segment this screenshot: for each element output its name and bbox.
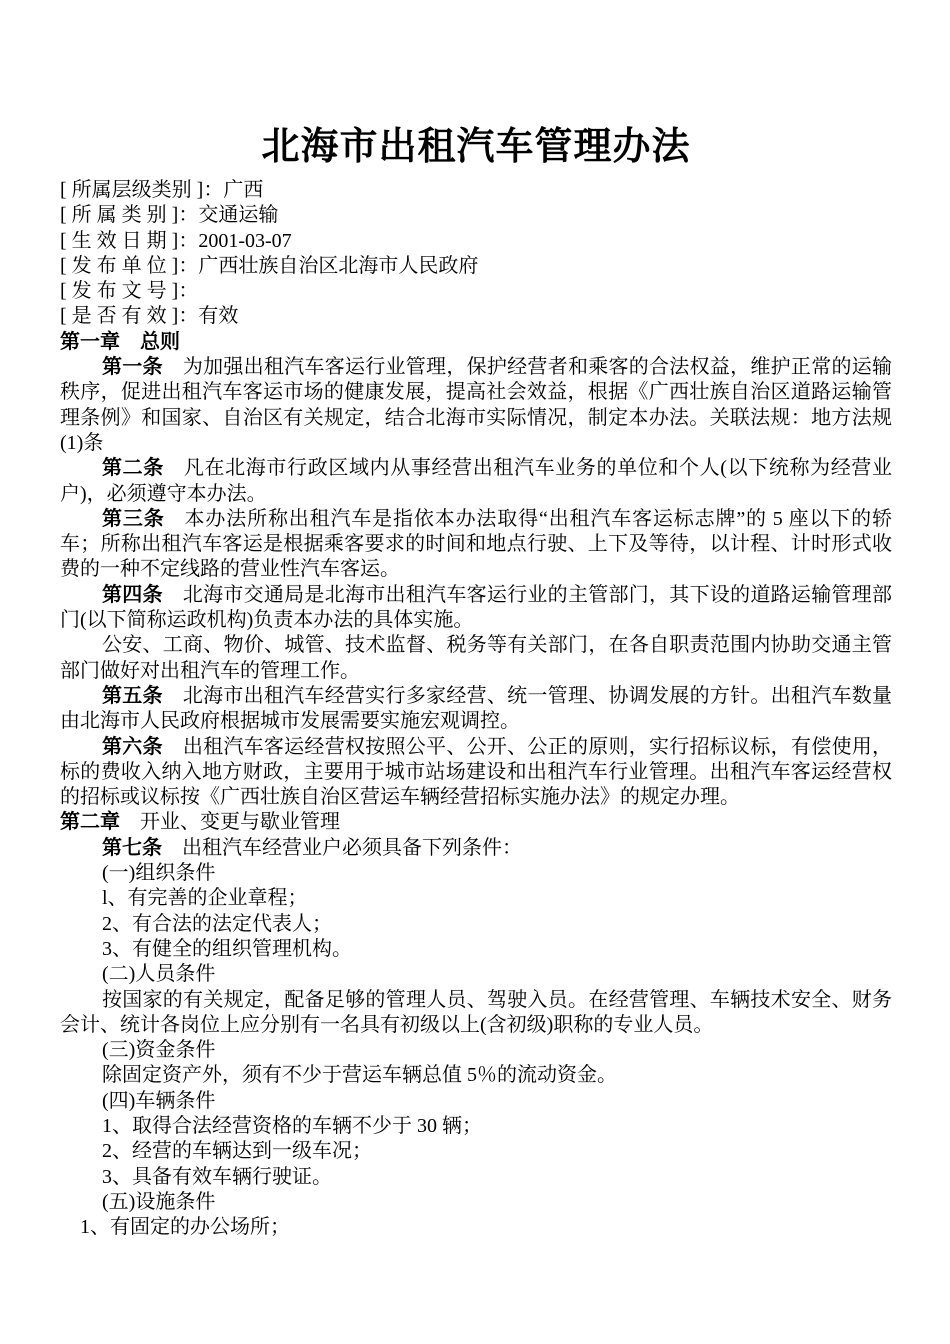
document-page bbox=[60, 118, 892, 1240]
list-item: 2、经营的车辆达到一级车况； bbox=[102, 1140, 372, 1163]
meta-effective-date: [ 生 效 日 期 ]：2001-03-07 bbox=[60, 229, 292, 252]
list-item: (五)设施条件 bbox=[102, 1190, 216, 1213]
article bbox=[60, 355, 892, 456]
document-title: 北海市出租汽车管理办法 bbox=[261, 124, 691, 168]
article-label: 第一条 bbox=[102, 356, 163, 379]
article bbox=[60, 684, 892, 735]
document-body bbox=[60, 330, 892, 1241]
list-item: 1、有固定的办公场所； bbox=[80, 1216, 290, 1239]
list-item: 按国家的有关规定，配备足够的管理人员、驾驶入员。在经营管理、车辆技术安全、财务会计、统计各岗位上应分别有一名具有初级以上(含初级)职称的专业人员。 bbox=[60, 988, 892, 1036]
article-text: 凡在北海市行政区域内从事经营出租汽车业务的单位和个人(以下统称为经营业户)，必须遵守本办法。 bbox=[60, 457, 893, 505]
article bbox=[60, 836, 892, 861]
list-item: (二)人员条件 bbox=[102, 963, 216, 986]
article-text: 为加强出租汽车客运行业管理，保护经营者和乘客的合法权益，维护正常的运输秩序，促进出租汽车客运市场的健康发展，提高社会效益，根据《广西壮族自治区道路运输管理条例》和国家、自治区有关规定，结合北海市实际情况，制定本办法。关联法规：地方法规(1)条 bbox=[60, 356, 893, 454]
article-text: 出租汽车经营业户必须具备下列条件： bbox=[182, 836, 522, 859]
chapter-title: 开业、变更与歇业管理 bbox=[140, 811, 340, 834]
chapter-label: 第一章 bbox=[60, 330, 120, 353]
article-text: 北海市交通局是北海市出租汽车客运行业的主管部门，其下设的道路运输管理部门(以下简称运政机构)负责本办法的具体实施。 bbox=[60, 583, 893, 632]
chapter-heading bbox=[60, 810, 892, 835]
article-text: 本办法所称出租汽车是指依本办法取得“出租汽车客运标志牌”的 5 座以下的轿车；所称出租汽车客运是根据乘客要求的时间和地点行驶、上下及等待，以计程、计时形式收费的一种不定线路的营业性汽车客运。 bbox=[60, 507, 892, 581]
meta-level: [ 所属层级类别 ]：广西 bbox=[60, 179, 264, 201]
list-item: (一)组织条件 bbox=[102, 862, 216, 885]
meta-validity: [ 是 否 有 效 ]：有效 bbox=[60, 305, 239, 328]
article-label: 第二条 bbox=[102, 457, 164, 480]
list-item: 2、有合法的法定代表人； bbox=[102, 912, 332, 935]
list-item: (三)资金条件 bbox=[102, 1039, 216, 1062]
chapter-title: 总则 bbox=[140, 330, 180, 353]
list-item: 1、取得合法经营资格的车辆不少于 30 辆； bbox=[102, 1114, 482, 1137]
list-item: 3、具备有效车辆行驶证。 bbox=[102, 1165, 332, 1188]
chapter-heading bbox=[60, 330, 892, 355]
paragraph: 公安、工商、物价、城管、技术监督、税务等有关部门，在各自职责范围内协助交通主管部门做好对出租汽车的管理工作。 bbox=[60, 634, 892, 682]
list-item: (四)车辆条件 bbox=[102, 1089, 216, 1112]
article bbox=[60, 735, 892, 811]
meta-issuer: [ 发 布 单 位 ]：广西壮族自治区北海市人民政府 bbox=[60, 254, 479, 277]
chapter-label: 第二章 bbox=[60, 811, 120, 834]
article bbox=[60, 456, 892, 507]
meta-category: [ 所 属 类 别 ]：交通运输 bbox=[60, 204, 279, 227]
meta-doc-number: [ 发 布 文 号 ]： bbox=[60, 280, 199, 303]
article bbox=[60, 507, 892, 583]
list-item: 除固定资产外，须有不少于营运车辆总值 5％的流动资金。 bbox=[102, 1064, 617, 1087]
article-label: 第三条 bbox=[102, 507, 165, 530]
list-item: l、有完善的企业章程； bbox=[102, 887, 308, 910]
article-label: 第五条 bbox=[102, 684, 163, 707]
article-label: 第四条 bbox=[102, 583, 163, 606]
article-text: 北海市出租汽车经营实行多家经营、统一管理、协调发展的方针。出租汽车数量由北海市人民政府根据城市发展需要实施宏观调控。 bbox=[60, 684, 893, 733]
metadata-block bbox=[60, 178, 892, 330]
article-label: 第六条 bbox=[102, 735, 163, 758]
list-item: 3、有健全的组织管理机构。 bbox=[102, 937, 352, 960]
article bbox=[60, 583, 892, 634]
article-text: 出租汽车客运经营权按照公平、公开、公正的原则，实行招标议标，有偿使用，标的费收入纳入地方财政，主要用于城市站场建设和出租汽车行业管理。出租汽车客运经营权的招标或议标按《广西壮族自治区营运车辆经营招标实施办法》的规定办理。 bbox=[60, 735, 893, 809]
article-label: 第七条 bbox=[102, 836, 162, 859]
